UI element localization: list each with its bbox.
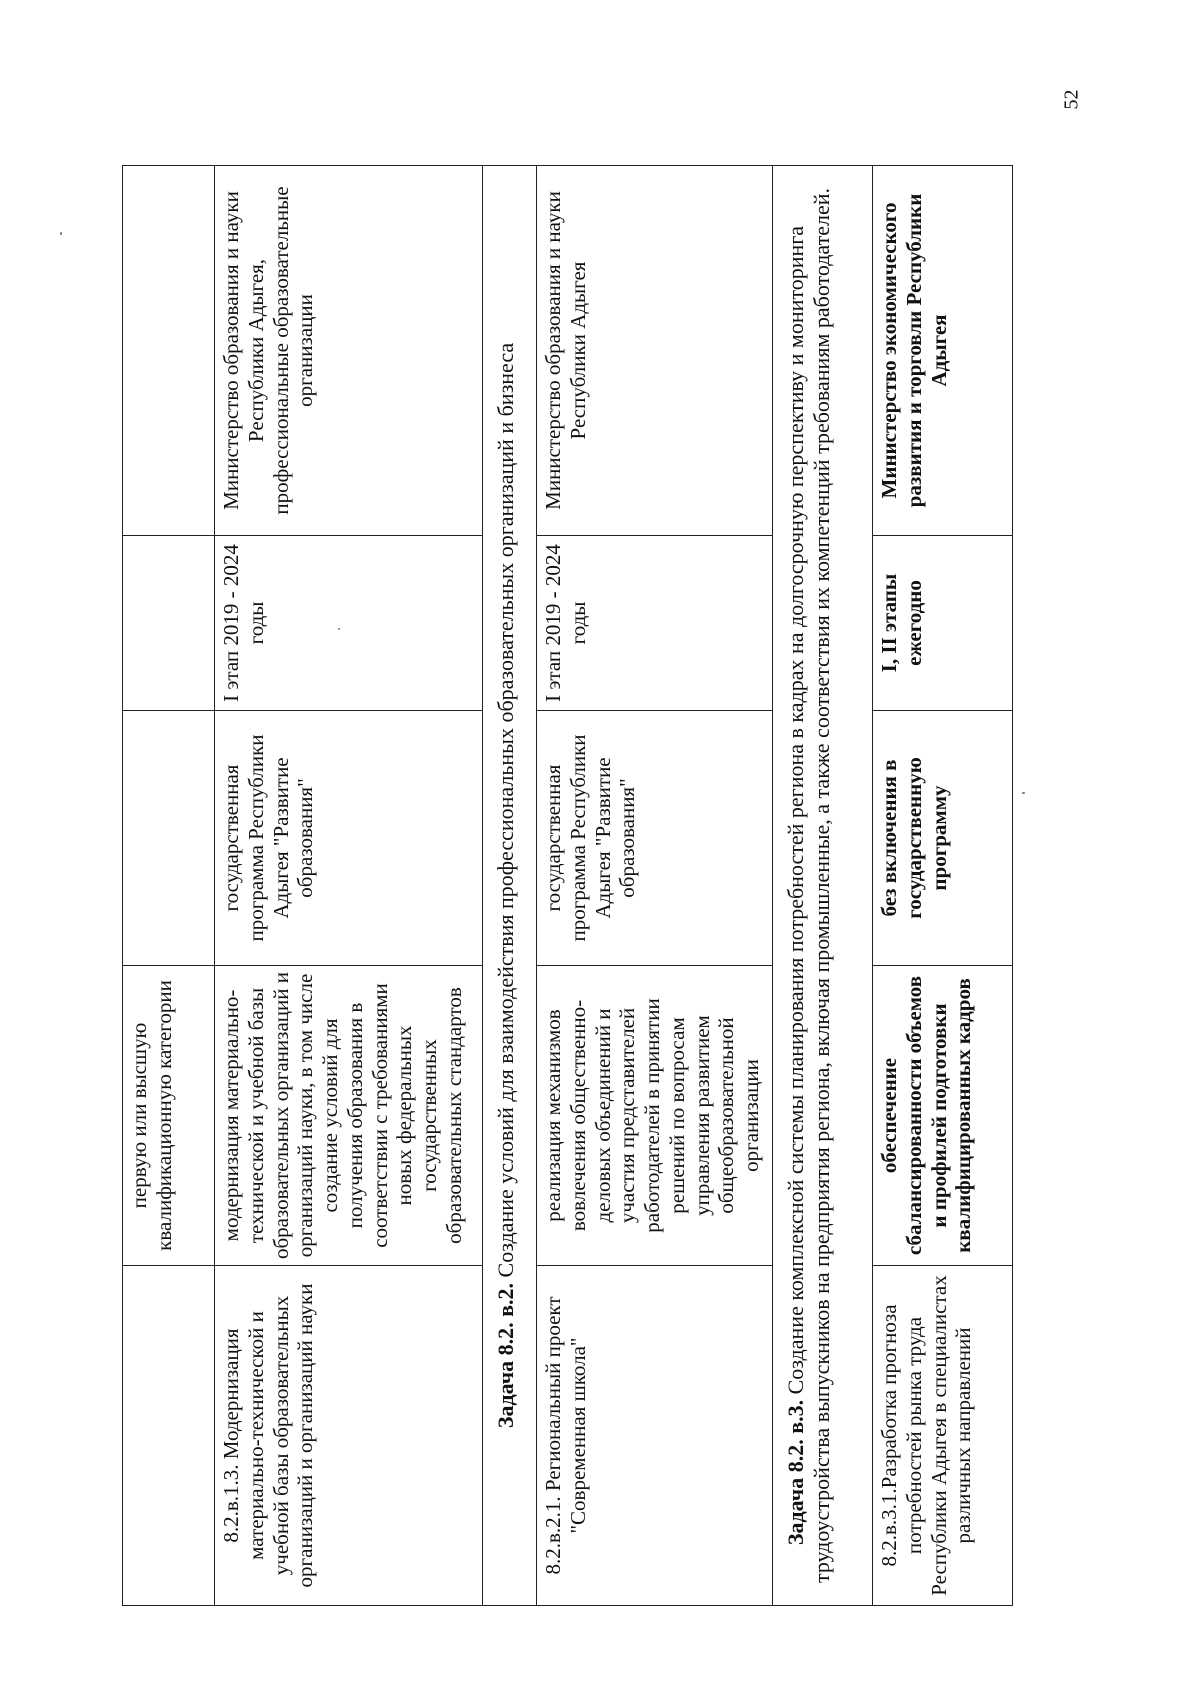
task-heading (483, 166, 537, 1606)
table-row (537, 166, 773, 1606)
cell-executor (123, 166, 215, 536)
task-text: Создание условий для взаимодействия профессиональных образовательных организаций и бизнеса (493, 342, 518, 1283)
cell-executor: Министерство образования и науки Республики Адыгея, профессиональные образовательные организации (215, 166, 483, 536)
measures-table (122, 165, 1013, 1606)
task-heading-row (773, 166, 873, 1606)
scan-speck (1022, 792, 1025, 794)
cell-period: I этап 2019 - 2024 годы (215, 536, 483, 711)
cell-period: I, II этапы ежегодно (873, 536, 1013, 711)
table-row (873, 166, 1013, 1606)
cell-measure: 8.2.в.2.1. Региональный проект "Современная школа" (537, 1266, 773, 1606)
cell-executor: Министерство образования и науки Республики Адыгея (537, 166, 773, 536)
cell-program: без включения в государственную программу (873, 711, 1013, 966)
cell-content: обеспечение сбалансированности объемов и профилей подготовки квалифицированных кадров (873, 966, 1013, 1266)
cell-measure: 8.2.в.3.1.Разработка прогноза потребностей рынка труда Республики Адыгея в специалистах различных направлений (873, 1266, 1013, 1606)
cell-measure: 8.2.в.1.3. Модернизация материально-технической и учебной базы образовательных организаций и организаций науки (215, 1266, 483, 1606)
cell-program: государственная программа Республики Адыгея "Развитие образования" (215, 711, 483, 966)
cell-period: I этап 2019 - 2024 годы (537, 536, 773, 711)
cell-program: государственная программа Республики Адыгея "Развитие образования" (537, 711, 773, 966)
cell-program (123, 711, 215, 966)
cell-content: реализация механизмов вовлечения общественно-деловых объединений и участия представителей работодателей в принятии решений по вопросам управления развитием общеобразовательной организации (537, 966, 773, 1266)
rotated-page-area (122, 166, 1022, 1606)
cell-executor: Министерство экономического развития и торговли Республики Адыгея (873, 166, 1013, 536)
cell-content: первую или высшую квалификационную категории (123, 966, 215, 1266)
table-row (123, 166, 215, 1606)
scan-speck (338, 628, 340, 630)
scan-speck (60, 232, 62, 235)
cell-content: модернизация материально-технической и учебной базы образовательных организаций и организаций науки, в том числе создание условий для получения образования в соответствии с требованиями новых федеральных государственных образовательных стандартов (215, 966, 483, 1266)
page-number: 52 (1060, 89, 1083, 110)
task-number: Задача 8.2. в.3. (783, 1399, 808, 1546)
task-text: Создание комплексной системы планирования потребностей региона в кадрах на долгосрочную перспективу и мониторинга трудоустройства выпускников на предприятия региона, включая промышленные, а также соответствия их компетенций требованиям работодателей. (783, 187, 834, 1584)
cell-measure (123, 1266, 215, 1606)
task-number: Задача 8.2. в.2. (493, 1282, 518, 1429)
task-heading (773, 166, 873, 1606)
task-heading-row (483, 166, 537, 1606)
table-row (215, 166, 483, 1606)
rotated-content (122, 166, 1022, 1606)
cell-period (123, 536, 215, 711)
